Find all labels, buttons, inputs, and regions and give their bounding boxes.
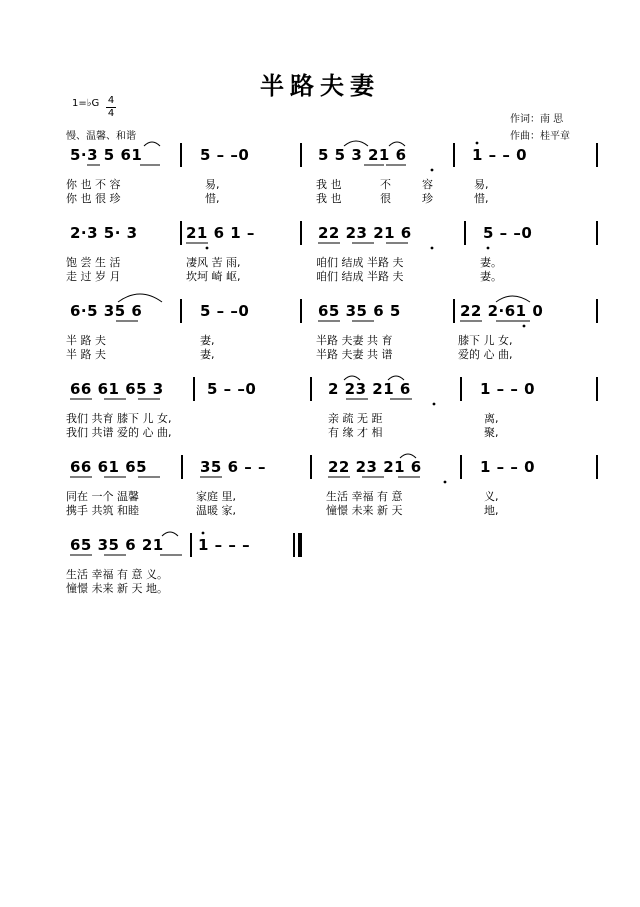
lyric-line: 亲 疏 无 距 [328, 412, 383, 425]
lyric-line: 珍 [422, 192, 433, 205]
lyric-line: 容 [422, 178, 433, 191]
lyric-line: 坎坷 崎 岖, [186, 270, 241, 283]
lyric-line: 有 缘 才 相 [328, 426, 383, 439]
measure-notes: 5 – –0 [200, 146, 250, 164]
lyric-line: 易, [474, 178, 489, 191]
octave-dot [444, 481, 447, 484]
octave-dot [523, 325, 526, 328]
measure-notes: 6·5 35 6 [70, 302, 143, 320]
lyric-line: 我们 共谱 爱的 心 曲, [66, 426, 172, 439]
key-signature: 1=♭G [72, 98, 100, 109]
lyric-line: 携手 共筑 和睦 [66, 504, 139, 517]
lyric-line: 生活 幸福 有 意 义。 [66, 568, 168, 581]
lyric-line: 凄风 苦 雨, [186, 256, 241, 269]
measure-notes: 66 61 65 [70, 458, 148, 476]
measure-notes: 1 – – – [198, 536, 251, 554]
composer-credit: 作曲：桂平章 [510, 131, 570, 142]
lyric-line: 义, [484, 490, 499, 503]
lyric-line: 咱们 结成 半路 夫 [316, 256, 404, 269]
lyric-line: 我们 共育 膝下 儿 女, [66, 412, 172, 425]
lyric-line: 走 过 岁 月 [66, 270, 121, 283]
lyric-line: 半路 夫妻 共 育 [316, 334, 393, 347]
lyric-line: 不 [380, 178, 391, 191]
octave-dot [433, 403, 436, 406]
tempo-marking: 慢、温馨、和谐 [66, 131, 136, 142]
lyric-line: 妻, [200, 348, 215, 361]
tie-mark [344, 141, 368, 146]
tie-mark [389, 142, 405, 146]
lyric-line: 妻。 [480, 270, 502, 283]
measure-notes: 2 23 21 6 [328, 380, 411, 398]
lyric-line: 惜, [474, 192, 489, 205]
tie-mark [400, 454, 416, 458]
lyric-line: 温暖 家, [196, 504, 236, 517]
measure-notes: 2·3 5· 3 [70, 224, 138, 242]
octave-dot [202, 532, 205, 535]
lyric-line: 你 也 很 珍 [66, 192, 121, 205]
lyric-line: 我 也 [316, 178, 342, 191]
lyric-line: 我 也 [316, 192, 342, 205]
measure-notes: 5 5 3 21 6 [318, 146, 407, 164]
measure-notes: 22 23 21 6 [318, 224, 412, 242]
tie-mark [162, 532, 178, 536]
lyric-line: 易, [205, 178, 220, 191]
tie-mark [344, 376, 360, 380]
lyric-line: 很 [380, 192, 391, 205]
lyric-line: 咱们 结成 半路 夫 [316, 270, 404, 283]
measure-notes: 35 6 – – [200, 458, 266, 476]
meter-top: 4 [107, 95, 115, 106]
octave-dot [476, 142, 479, 145]
lyric-line: 憧憬 未来 新 天 地。 [66, 582, 168, 595]
lyric-line: 同在 一个 温馨 [66, 490, 139, 503]
lyric-line: 你 也 不 容 [66, 178, 121, 191]
measure-notes: 5 – –0 [207, 380, 257, 398]
measure-notes: 1 – – 0 [472, 146, 528, 164]
measure-notes: 22 23 21 6 [328, 458, 422, 476]
measure-notes: 5 – –0 [483, 224, 533, 242]
lyric-line: 妻。 [480, 256, 502, 269]
lyric-line: 憧憬 未来 新 天 [326, 504, 403, 517]
octave-dot [487, 247, 490, 250]
lyric-line: 半 路 夫 [66, 334, 106, 347]
measure-notes: 1 – – 0 [480, 380, 536, 398]
measure-notes: 65 35 6 21 [70, 536, 164, 554]
lyric-line: 饱 尝 生 活 [66, 256, 121, 269]
tie-mark [144, 142, 160, 146]
lyric-line: 惜, [205, 192, 220, 205]
octave-dot [206, 247, 209, 250]
lyric-line: 离, [484, 412, 499, 425]
song-title: 半路夫妻 [260, 71, 380, 100]
tie-mark [388, 376, 404, 380]
lyric-line: 半路 夫妻 共 谱 [316, 348, 393, 361]
lyric-line: 半 路 夫 [66, 348, 106, 361]
lyric-line: 生活 幸福 有 意 [326, 490, 403, 503]
lyric-line: 家庭 里, [196, 490, 236, 503]
measure-notes: 66 61 65 3 [70, 380, 164, 398]
lyric-line: 妻, [200, 334, 215, 347]
meter-bottom: 4 [107, 108, 115, 119]
lyric-line: 膝下 儿 女, [458, 334, 513, 347]
tie-mark [496, 296, 530, 302]
octave-dot [431, 247, 434, 250]
measure-notes: 5·3 5 61 [70, 146, 143, 164]
measure-notes: 5 – –0 [200, 302, 250, 320]
lyric-line: 地, [484, 504, 499, 517]
measure-notes: 1 – – 0 [480, 458, 536, 476]
lyric-line: 聚, [484, 426, 499, 439]
tie-mark [118, 294, 162, 302]
lyric-line: 爱的 心 曲, [458, 348, 513, 361]
measure-notes: 22 2·61 0 [460, 302, 544, 320]
octave-dot [431, 169, 434, 172]
lyricist-credit: 作词：南 思 [510, 114, 564, 125]
measure-notes: 21 6 1 – [186, 224, 255, 242]
measure-notes: 65 35 6 5 [318, 302, 401, 320]
